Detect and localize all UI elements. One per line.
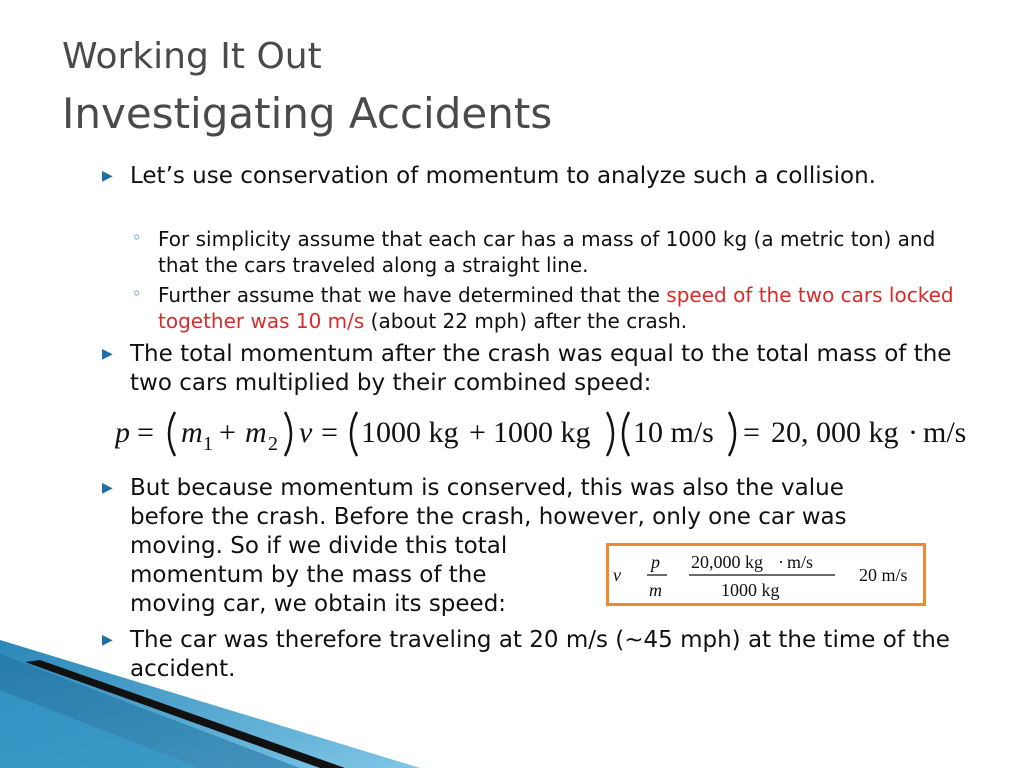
eq2-p: p xyxy=(651,552,660,572)
eq-equals: = xyxy=(743,416,760,449)
eq-plus: + xyxy=(219,416,236,449)
eq-term2: 1000 kg xyxy=(493,416,591,449)
eq2-m: m xyxy=(649,580,662,600)
triangle-right-icon: ▶ xyxy=(102,346,113,362)
eq2-dot: · xyxy=(778,552,784,572)
sub-bullet-text: For simplicity assume that each car has a mass of 1000 kg (a metric ton) and that the cars traveled along a straight line. xyxy=(158,227,936,277)
left-paren xyxy=(169,412,175,456)
circle-outline-icon: ◦ xyxy=(132,284,142,303)
eq-speed: 10 m/s xyxy=(633,416,714,449)
slide-subtitle: Investigating Accidents xyxy=(62,89,553,138)
triangle-right-icon: ▶ xyxy=(102,480,113,496)
right-paren xyxy=(607,412,613,456)
momentum-equation xyxy=(115,404,985,460)
sub-bullet-speed xyxy=(132,282,958,334)
eq2-v: v xyxy=(613,565,621,585)
speed-equation-box xyxy=(606,543,926,606)
sub-bullet-text-post: (about 22 mph) after the crash. xyxy=(364,309,688,333)
sub-bullet-text-pre: Further assume that we have determined that the xyxy=(158,283,667,307)
bullet-text: The car was therefore traveling at 20 m/s (~45 mph) at the time of the accident. xyxy=(130,627,950,682)
bullet-text: Let’s use conservation of momentum to analyze such a collision. xyxy=(130,163,876,189)
eq-v: v xyxy=(299,416,313,449)
eq-unit: m/s xyxy=(923,416,967,449)
eq2-num-unit: m/s xyxy=(787,552,814,572)
eq2-result: 20 m/s xyxy=(859,565,908,585)
bullet-total-momentum xyxy=(102,340,960,398)
circle-outline-icon: ◦ xyxy=(132,228,142,247)
left-paren xyxy=(623,412,629,456)
sub-bullet-mass xyxy=(132,226,958,278)
eq-result: 20, 000 kg xyxy=(771,416,899,449)
bullet-text-line: moving car, we obtain its speed: xyxy=(130,591,507,617)
eq-m1: m xyxy=(181,416,203,449)
decorative-ribbon xyxy=(0,640,420,768)
bullet-text-line: before the crash. Before the crash, however, only one car was xyxy=(130,504,847,530)
bullet-text: The total momentum after the crash was equal to the total mass of the two cars multiplied by their combined speed: xyxy=(130,341,952,396)
speed-equation xyxy=(609,546,923,603)
eq-dot: · xyxy=(908,416,918,449)
eq-equals: = xyxy=(321,416,338,449)
eq-plus: + xyxy=(469,416,486,449)
eq-sub2: 2 xyxy=(268,433,278,455)
right-paren xyxy=(285,412,291,456)
bullet-text-line: But because momentum is conserved, this was also the value xyxy=(130,475,844,501)
eq-equals: = xyxy=(137,416,154,449)
eq-m2: m xyxy=(245,416,267,449)
slide-title: Working It Out xyxy=(62,36,322,77)
left-paren xyxy=(351,412,357,456)
eq-p: p xyxy=(115,416,130,449)
eq2-den: 1000 kg xyxy=(721,580,780,600)
bullet-text-line: moving. So if we divide this total xyxy=(130,533,508,559)
highlighted-text: speed of the two cars locked together was 10 m/s xyxy=(158,283,954,333)
eq-term1: 1000 kg xyxy=(361,416,459,449)
eq2-num: 20,000 kg xyxy=(691,552,763,572)
bullet-text-line: momentum by the mass of the xyxy=(130,562,487,588)
triangle-right-icon: ▶ xyxy=(102,168,113,184)
triangle-right-icon: ▶ xyxy=(102,632,113,648)
eq-sub1: 1 xyxy=(203,433,213,455)
right-paren xyxy=(729,412,735,456)
bullet-conservation xyxy=(102,162,960,191)
